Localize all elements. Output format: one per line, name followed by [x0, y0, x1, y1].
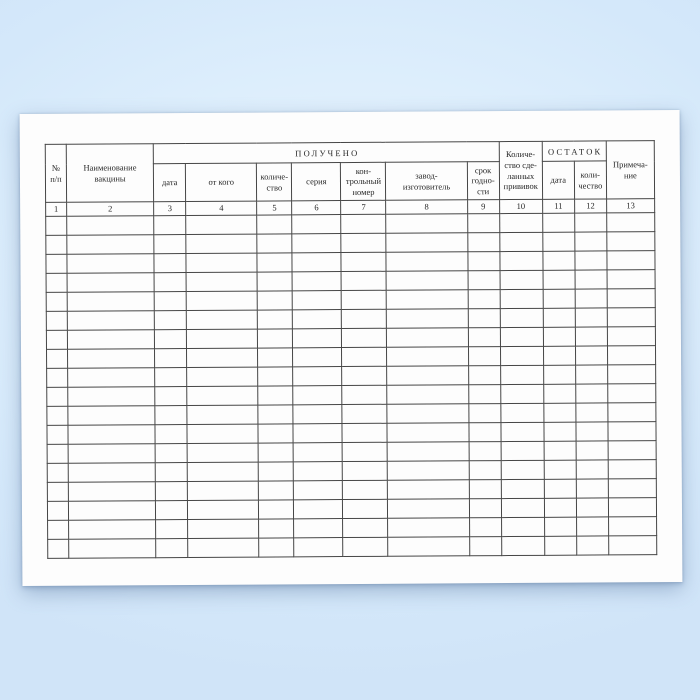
empty-cell [608, 422, 656, 441]
empty-cell [576, 536, 608, 555]
empty-cell [468, 385, 500, 404]
empty-cell [543, 232, 575, 251]
empty-cell [68, 425, 155, 445]
empty-cell [500, 327, 543, 346]
column-number: 9 [467, 200, 499, 214]
col-header-remainder-date: дата [542, 161, 574, 199]
empty-cell [293, 424, 342, 443]
empty-cell [156, 501, 188, 520]
empty-cell [575, 327, 607, 346]
col-header-control-number: кон- трольный номер [341, 162, 386, 200]
empty-cell [387, 423, 468, 442]
empty-cell [341, 271, 386, 290]
empty-cell [386, 252, 467, 271]
col-header-expiry: срок годно- сти [467, 162, 499, 200]
empty-cell [188, 500, 259, 519]
empty-cell [575, 308, 607, 327]
empty-cell [186, 253, 257, 272]
col-header-row-number: № п/п [45, 144, 66, 202]
empty-cell [343, 518, 388, 537]
empty-cell [258, 405, 293, 424]
empty-cell [388, 537, 469, 556]
empty-cell [46, 330, 67, 349]
column-number: 13 [606, 199, 654, 213]
empty-cell [258, 348, 293, 367]
empty-cell [544, 403, 576, 422]
empty-cell [259, 481, 294, 500]
empty-cell [544, 517, 576, 536]
empty-cell [342, 290, 387, 309]
empty-cell [544, 498, 576, 517]
empty-cell [187, 329, 258, 348]
column-number: 10 [499, 199, 542, 213]
empty-cell [387, 271, 468, 290]
empty-cell [67, 254, 154, 274]
empty-cell [544, 441, 576, 460]
empty-cell [342, 347, 387, 366]
empty-cell [343, 499, 388, 518]
empty-cell [608, 460, 656, 479]
empty-cell [293, 310, 342, 329]
empty-cell [46, 254, 67, 273]
empty-cell [292, 291, 341, 310]
empty-cell [575, 289, 607, 308]
empty-cell [387, 366, 468, 385]
empty-cell [388, 442, 469, 461]
empty-cell [467, 214, 499, 233]
empty-cell [155, 406, 187, 425]
empty-cell [501, 536, 544, 555]
group-header-remainder: ОСТАТОК [542, 141, 606, 161]
col-header-vaccine-name: Наименование вакцины [66, 144, 153, 203]
empty-cell [294, 481, 343, 500]
empty-cell [47, 349, 68, 368]
empty-cell [188, 538, 259, 557]
empty-cell [468, 366, 500, 385]
empty-cell [500, 384, 543, 403]
empty-cell [342, 309, 387, 328]
empty-cell [469, 461, 501, 480]
column-number: 1 [46, 202, 67, 216]
empty-cell [467, 252, 499, 271]
empty-cell [258, 310, 293, 329]
empty-cell [575, 251, 607, 270]
empty-cell [154, 273, 186, 292]
empty-cell [500, 365, 543, 384]
col-header-received-date: дата [154, 164, 186, 202]
empty-cell [294, 519, 343, 538]
empty-cell [607, 365, 655, 384]
empty-cell [469, 537, 501, 556]
empty-cell [607, 346, 655, 365]
empty-cell [543, 270, 575, 289]
empty-cell [343, 537, 388, 556]
empty-cell [342, 404, 387, 423]
empty-cell [47, 444, 68, 463]
empty-cell [186, 310, 257, 329]
empty-cell [68, 406, 155, 426]
group-header-received: ПОЛУЧЕНО [153, 142, 499, 164]
empty-cell [608, 384, 656, 403]
empty-cell [294, 462, 343, 481]
empty-cell [499, 213, 542, 232]
column-number: 5 [257, 201, 292, 215]
empty-cell [609, 536, 657, 555]
empty-cell [501, 498, 544, 517]
empty-cell [501, 441, 544, 460]
empty-cell [576, 384, 608, 403]
empty-cell [187, 462, 258, 481]
empty-cell [607, 251, 655, 270]
empty-cell [468, 404, 500, 423]
empty-cell [293, 348, 342, 367]
empty-cell [47, 368, 68, 387]
col-header-manufacturer: завод- изготовитель [386, 162, 467, 200]
column-number: 12 [574, 199, 606, 213]
empty-cell [67, 216, 154, 236]
empty-cell [69, 539, 156, 559]
column-number: 3 [154, 202, 186, 216]
empty-cell [342, 442, 387, 461]
empty-cell [68, 368, 155, 388]
empty-cell [608, 403, 656, 422]
empty-cell [47, 387, 68, 406]
empty-cell [469, 480, 501, 499]
empty-cell [293, 367, 342, 386]
empty-cell [257, 272, 292, 291]
empty-cell [607, 270, 655, 289]
empty-cell [67, 273, 154, 293]
empty-cell [154, 216, 186, 235]
empty-cell [543, 346, 575, 365]
empty-cell [608, 517, 656, 536]
empty-cell [387, 385, 468, 404]
empty-cell [186, 272, 257, 291]
empty-cell [467, 233, 499, 252]
empty-cell [67, 292, 154, 312]
empty-cell [156, 539, 188, 558]
empty-cell [468, 290, 500, 309]
empty-cell [188, 519, 259, 538]
empty-cell [187, 443, 258, 462]
empty-cell [387, 290, 468, 309]
empty-cell [258, 367, 293, 386]
empty-cell [608, 441, 656, 460]
column-number: 4 [186, 201, 257, 215]
empty-cell [386, 214, 467, 233]
empty-cell [47, 406, 68, 425]
empty-cell [468, 309, 500, 328]
empty-cell [258, 424, 293, 443]
col-header-note: Примеча- ние [606, 141, 654, 199]
empty-cell [155, 482, 187, 501]
empty-cell [543, 251, 575, 270]
column-number: 2 [67, 202, 154, 217]
empty-cell [469, 423, 501, 442]
empty-cell [67, 235, 154, 255]
vaccine-log-table [45, 140, 658, 559]
empty-cell [543, 365, 575, 384]
empty-cell [342, 366, 387, 385]
empty-cell [294, 538, 343, 557]
empty-cell [47, 482, 68, 501]
empty-cell [186, 234, 257, 253]
empty-cell [257, 215, 292, 234]
col-header-received-from: от кого [186, 163, 257, 201]
empty-cell [501, 479, 544, 498]
column-number: 8 [386, 200, 467, 214]
empty-cell [576, 479, 608, 498]
empty-cell [187, 386, 258, 405]
empty-cell [388, 518, 469, 537]
column-number: 6 [292, 201, 341, 215]
empty-cell [388, 499, 469, 518]
empty-cell [469, 518, 501, 537]
empty-cell [68, 387, 155, 407]
empty-cell [155, 425, 187, 444]
empty-cell [188, 481, 259, 500]
empty-cell [500, 270, 543, 289]
empty-cell [607, 289, 655, 308]
empty-cell [67, 330, 154, 350]
column-number: 7 [341, 200, 386, 214]
empty-cell [46, 292, 67, 311]
empty-cell [187, 367, 258, 386]
empty-cell [574, 213, 606, 232]
empty-cell [47, 501, 68, 520]
empty-cell [47, 425, 68, 444]
empty-cell [257, 234, 292, 253]
empty-cell [292, 272, 341, 291]
empty-cell [500, 308, 543, 327]
col-header-remainder-quantity: коли- чество [574, 161, 606, 199]
empty-cell [575, 232, 607, 251]
empty-cell [341, 233, 386, 252]
empty-cell [607, 232, 655, 251]
empty-cell [607, 213, 655, 232]
empty-cell [342, 328, 387, 347]
empty-cell [576, 498, 608, 517]
empty-cell [607, 327, 655, 346]
empty-cell [576, 403, 608, 422]
empty-cell [575, 270, 607, 289]
empty-cell [608, 498, 656, 517]
empty-cell [187, 348, 258, 367]
empty-cell [387, 347, 468, 366]
empty-cell [501, 460, 544, 479]
empty-cell [543, 327, 575, 346]
empty-cell [501, 422, 544, 441]
empty-cell [68, 482, 155, 502]
empty-cell [501, 403, 544, 422]
empty-cell [544, 479, 576, 498]
empty-cell [258, 386, 293, 405]
empty-cell [576, 441, 608, 460]
empty-cell [342, 385, 387, 404]
empty-cell [293, 443, 342, 462]
empty-cell [388, 461, 469, 480]
empty-cell [187, 405, 258, 424]
empty-cell [186, 291, 257, 310]
empty-cell [576, 517, 608, 536]
table-row [48, 536, 657, 559]
empty-cell [468, 347, 500, 366]
empty-cell [155, 387, 187, 406]
empty-cell [68, 501, 155, 521]
empty-cell [48, 539, 69, 558]
empty-cell [341, 252, 386, 271]
empty-cell [68, 463, 155, 483]
empty-cell [469, 499, 501, 518]
empty-cell [607, 308, 655, 327]
empty-cell [154, 254, 186, 273]
empty-cell [48, 520, 69, 539]
empty-cell [292, 215, 341, 234]
empty-cell [342, 423, 387, 442]
empty-cell [258, 329, 293, 348]
empty-cell [575, 365, 607, 384]
empty-cell [294, 500, 343, 519]
empty-cell [469, 442, 501, 461]
empty-cell [387, 309, 468, 328]
column-number: 11 [542, 199, 574, 213]
empty-cell [186, 215, 257, 234]
empty-cell [292, 234, 341, 253]
empty-cell [576, 460, 608, 479]
empty-cell [257, 291, 292, 310]
empty-cell [155, 349, 187, 368]
empty-cell [576, 422, 608, 441]
empty-cell [343, 461, 388, 480]
empty-cell [154, 311, 186, 330]
empty-cell [258, 462, 293, 481]
empty-cell [501, 517, 544, 536]
empty-cell [258, 443, 293, 462]
empty-cell [68, 349, 155, 369]
empty-cell [544, 460, 576, 479]
empty-cell [387, 404, 468, 423]
empty-cell [341, 214, 386, 233]
col-header-received-quantity: количе- ство [257, 163, 292, 201]
empty-cell [293, 405, 342, 424]
empty-cell [155, 444, 187, 463]
empty-cell [259, 500, 294, 519]
empty-cell [155, 368, 187, 387]
empty-cell [500, 232, 543, 251]
empty-cell [500, 289, 543, 308]
empty-cell [46, 216, 67, 235]
empty-cell [46, 273, 67, 292]
empty-cell [575, 346, 607, 365]
empty-cell [500, 346, 543, 365]
empty-cell [259, 538, 294, 557]
empty-cell [187, 424, 258, 443]
empty-cell [293, 386, 342, 405]
empty-cell [343, 480, 388, 499]
empty-cell [46, 235, 67, 254]
empty-cell [154, 235, 186, 254]
empty-cell [468, 328, 500, 347]
empty-cell [543, 308, 575, 327]
empty-cell [68, 444, 155, 464]
empty-cell [543, 289, 575, 308]
empty-cell [46, 311, 67, 330]
empty-cell [386, 233, 467, 252]
empty-cell [155, 330, 187, 349]
empty-cell [257, 253, 292, 272]
paper-sheet [20, 110, 683, 586]
empty-cell [608, 479, 656, 498]
empty-cell [69, 520, 156, 540]
empty-cell [388, 480, 469, 499]
col-header-series: серия [292, 163, 341, 201]
empty-cell [154, 292, 186, 311]
empty-cell [47, 463, 68, 482]
empty-cell [468, 271, 500, 290]
empty-cell [387, 328, 468, 347]
empty-cell [292, 253, 341, 272]
empty-cell [542, 213, 574, 232]
empty-cell [67, 311, 154, 331]
empty-cell [156, 520, 188, 539]
empty-cell [293, 329, 342, 348]
empty-cell [259, 519, 294, 538]
col-header-vaccinations-done: Количе- ство сде- ланных прививок [499, 141, 542, 199]
empty-cell [500, 251, 543, 270]
empty-cell [543, 384, 575, 403]
empty-cell [544, 422, 576, 441]
empty-cell [544, 536, 576, 555]
empty-cell [155, 463, 187, 482]
